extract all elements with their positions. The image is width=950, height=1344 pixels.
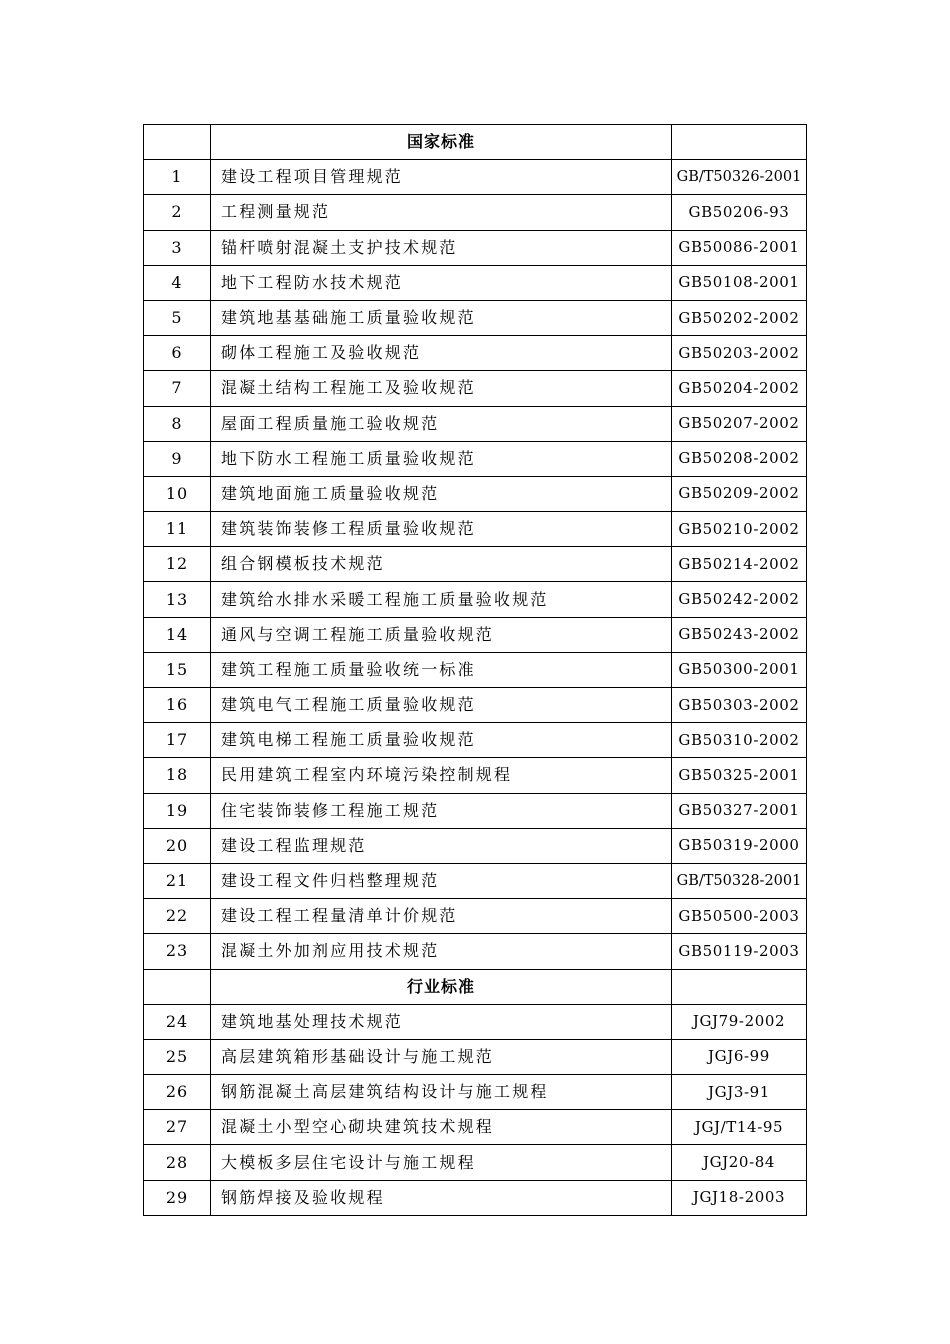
standard-name: 建设工程文件归档整理规范 <box>211 863 672 898</box>
standard-code: GB/T50328-2001 <box>672 863 807 898</box>
standard-code: JGJ18-2003 <box>672 1180 807 1215</box>
row-number: 24 <box>144 1004 211 1039</box>
standards-table-body <box>144 125 807 1216</box>
row-number: 8 <box>144 406 211 441</box>
standard-name: 砌体工程施工及验收规范 <box>211 336 672 371</box>
standard-name: 建筑装饰装修工程质量验收规范 <box>211 512 672 547</box>
section-no-cell <box>144 969 211 1004</box>
standard-code: GB50242-2002 <box>672 582 807 617</box>
standard-code: GB50303-2002 <box>672 688 807 723</box>
row-number: 1 <box>144 160 211 195</box>
standard-name: 建筑电梯工程施工质量验收规范 <box>211 723 672 758</box>
table-row <box>144 1075 807 1110</box>
standard-name: 工程测量规范 <box>211 195 672 230</box>
standard-name: 钢筋焊接及验收规程 <box>211 1180 672 1215</box>
standard-name: 建设工程项目管理规范 <box>211 160 672 195</box>
standard-code: GB50204-2002 <box>672 371 807 406</box>
standard-name: 地下工程防水技术规范 <box>211 265 672 300</box>
standard-name: 混凝土外加剂应用技术规范 <box>211 934 672 969</box>
standard-name: 建设工程监理规范 <box>211 828 672 863</box>
row-number: 7 <box>144 371 211 406</box>
standard-code: GB50327-2001 <box>672 793 807 828</box>
table-row <box>144 1039 807 1074</box>
standard-code: GB50319-2000 <box>672 828 807 863</box>
row-number: 11 <box>144 512 211 547</box>
table-row <box>144 934 807 969</box>
standard-code: GB50209-2002 <box>672 476 807 511</box>
standard-code: GB50325-2001 <box>672 758 807 793</box>
table-row <box>144 652 807 687</box>
table-row <box>144 617 807 652</box>
row-number: 2 <box>144 195 211 230</box>
standard-code: JGJ79-2002 <box>672 1004 807 1039</box>
standard-code: GB50214-2002 <box>672 547 807 582</box>
standard-code: GB50210-2002 <box>672 512 807 547</box>
row-number: 20 <box>144 828 211 863</box>
table-row <box>144 371 807 406</box>
row-number: 19 <box>144 793 211 828</box>
section-header-row <box>144 125 807 160</box>
row-number: 28 <box>144 1145 211 1180</box>
standard-name: 大模板多层住宅设计与施工规程 <box>211 1145 672 1180</box>
standard-code: GB/T50326-2001 <box>672 160 807 195</box>
row-number: 17 <box>144 723 211 758</box>
section-header-row <box>144 969 807 1004</box>
table-row <box>144 406 807 441</box>
table-row <box>144 1110 807 1145</box>
table-row <box>144 1004 807 1039</box>
row-number: 16 <box>144 688 211 723</box>
table-row <box>144 265 807 300</box>
standard-code: GB50206-93 <box>672 195 807 230</box>
table-row <box>144 441 807 476</box>
standard-name: 钢筋混凝土高层建筑结构设计与施工规程 <box>211 1075 672 1110</box>
standard-name: 组合钢模板技术规范 <box>211 547 672 582</box>
table-row <box>144 758 807 793</box>
row-number: 6 <box>144 336 211 371</box>
standard-code: GB50208-2002 <box>672 441 807 476</box>
section-no-cell <box>144 125 211 160</box>
standard-name: 混凝土结构工程施工及验收规范 <box>211 371 672 406</box>
standard-code: GB50203-2002 <box>672 336 807 371</box>
section-title: 国家标准 <box>211 125 672 160</box>
standard-code: GB50500-2003 <box>672 899 807 934</box>
table-row <box>144 582 807 617</box>
row-number: 26 <box>144 1075 211 1110</box>
section-title: 行业标准 <box>211 969 672 1004</box>
standard-name: 建筑地基处理技术规范 <box>211 1004 672 1039</box>
standard-name: 民用建筑工程室内环境污染控制规程 <box>211 758 672 793</box>
row-number: 12 <box>144 547 211 582</box>
standard-code: GB50243-2002 <box>672 617 807 652</box>
row-number: 15 <box>144 652 211 687</box>
standard-code: JGJ6-99 <box>672 1039 807 1074</box>
row-number: 18 <box>144 758 211 793</box>
row-number: 22 <box>144 899 211 934</box>
standard-code: JGJ/T14-95 <box>672 1110 807 1145</box>
row-number: 5 <box>144 300 211 335</box>
standard-name: 建筑给水排水采暖工程施工质量验收规范 <box>211 582 672 617</box>
standard-code: JGJ20-84 <box>672 1145 807 1180</box>
table-row <box>144 547 807 582</box>
standard-name: 通风与空调工程施工质量验收规范 <box>211 617 672 652</box>
table-row <box>144 688 807 723</box>
table-row <box>144 899 807 934</box>
standard-name: 建筑地基基础施工质量验收规范 <box>211 300 672 335</box>
table-row <box>144 512 807 547</box>
table-row <box>144 1180 807 1215</box>
standard-name: 锚杆喷射混凝土支护技术规范 <box>211 230 672 265</box>
standard-name: 建筑地面施工质量验收规范 <box>211 476 672 511</box>
standard-code: GB50300-2001 <box>672 652 807 687</box>
row-number: 9 <box>144 441 211 476</box>
table-row <box>144 476 807 511</box>
row-number: 3 <box>144 230 211 265</box>
standard-code: GB50108-2001 <box>672 265 807 300</box>
standard-name: 高层建筑箱形基础设计与施工规范 <box>211 1039 672 1074</box>
table-row <box>144 1145 807 1180</box>
standard-code: GB50207-2002 <box>672 406 807 441</box>
row-number: 4 <box>144 265 211 300</box>
table-row <box>144 723 807 758</box>
row-number: 25 <box>144 1039 211 1074</box>
section-code-cell <box>672 125 807 160</box>
row-number: 13 <box>144 582 211 617</box>
standard-name: 地下防水工程施工质量验收规范 <box>211 441 672 476</box>
table-row <box>144 828 807 863</box>
row-number: 10 <box>144 476 211 511</box>
standards-table <box>143 124 807 1216</box>
table-row <box>144 195 807 230</box>
standard-code: GB50202-2002 <box>672 300 807 335</box>
standard-name: 混凝土小型空心砌块建筑技术规程 <box>211 1110 672 1145</box>
table-row <box>144 300 807 335</box>
row-number: 14 <box>144 617 211 652</box>
row-number: 21 <box>144 863 211 898</box>
standard-code: JGJ3-91 <box>672 1075 807 1110</box>
row-number: 27 <box>144 1110 211 1145</box>
standard-code: GB50310-2002 <box>672 723 807 758</box>
standard-name: 建筑工程施工质量验收统一标准 <box>211 652 672 687</box>
row-number: 29 <box>144 1180 211 1215</box>
standard-name: 建设工程工程量清单计价规范 <box>211 899 672 934</box>
standard-name: 建筑电气工程施工质量验收规范 <box>211 688 672 723</box>
table-row <box>144 793 807 828</box>
table-row <box>144 160 807 195</box>
standard-name: 屋面工程质量施工验收规范 <box>211 406 672 441</box>
standard-code: GB50119-2003 <box>672 934 807 969</box>
section-code-cell <box>672 969 807 1004</box>
standard-name: 住宅装饰装修工程施工规范 <box>211 793 672 828</box>
table-row <box>144 863 807 898</box>
table-row <box>144 336 807 371</box>
row-number: 23 <box>144 934 211 969</box>
table-row <box>144 230 807 265</box>
standard-code: GB50086-2001 <box>672 230 807 265</box>
